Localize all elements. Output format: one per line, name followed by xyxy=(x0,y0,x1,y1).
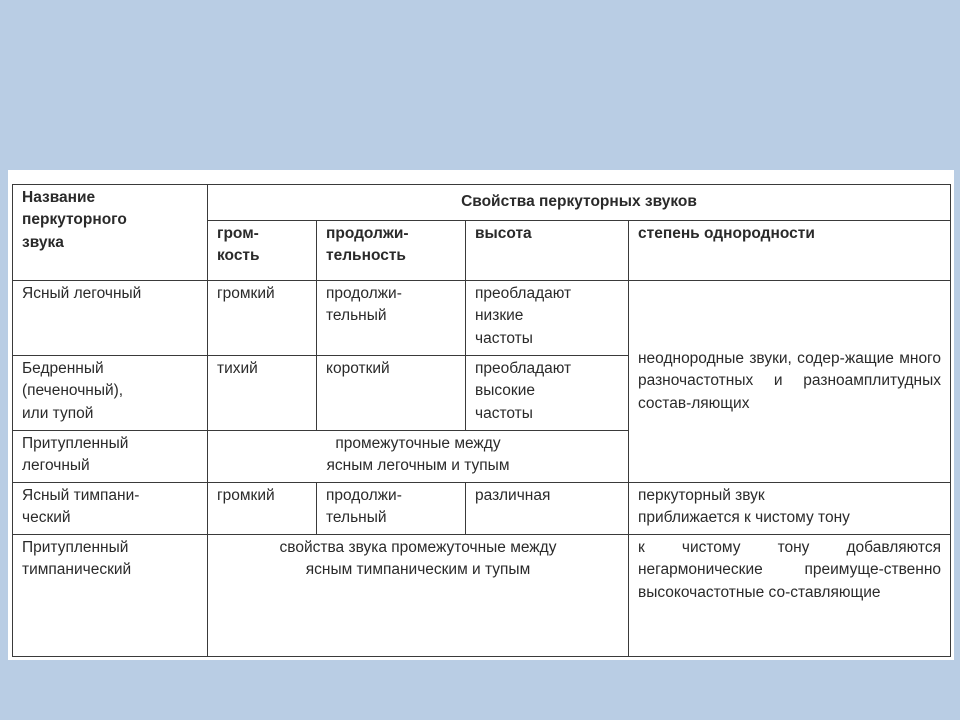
table-row xyxy=(13,535,951,657)
header-duration: продолжи- тельность xyxy=(317,221,466,281)
table-row xyxy=(13,281,951,356)
row-2-pitch: преобладают высокие частоты xyxy=(466,356,629,431)
header-homogeneity: степень однородности xyxy=(629,221,951,281)
row-1-pitch: преобладают низкие частоты xyxy=(466,281,629,356)
header-loudness: гром- кость xyxy=(208,221,317,281)
row-5-merged: свойства звука промежуточные между ясным тимпаническим и тупым xyxy=(208,535,629,657)
row-1-name: Ясный легочный xyxy=(13,281,208,356)
header-pitch: высота xyxy=(466,221,629,281)
row-4-name: Ясный тимпани- ческий xyxy=(13,483,208,535)
row-3-merged: промежуточные между ясным легочным и тупым xyxy=(208,431,629,483)
row-5-homogeneity: к чистому тону добавляются негармонические преимуще-ственно высокочастотные со-ставляющие xyxy=(629,535,951,657)
header-properties: Свойства перкуторных звуков xyxy=(208,185,951,221)
row-1-loudness: громкий xyxy=(208,281,317,356)
shared-homogeneity: неоднородные звуки, содер-жащие много разночастотных и разноамплитудных состав-ляющих xyxy=(629,281,951,483)
row-2-duration: короткий xyxy=(317,356,466,431)
row-4-pitch: различная xyxy=(466,483,629,535)
row-4-homogeneity: перкуторный звук приближается к чистому тону xyxy=(629,483,951,535)
percussion-sounds-table xyxy=(12,184,951,657)
row-5-name: Притупленный тимпанический xyxy=(13,535,208,657)
row-3-name: Притупленный легочный xyxy=(13,431,208,483)
row-1-duration: продолжи- тельный xyxy=(317,281,466,356)
table-sheet xyxy=(8,170,954,660)
row-2-loudness: тихий xyxy=(208,356,317,431)
header-sound-name: Название перкуторного звука xyxy=(13,185,208,281)
row-4-loudness: громкий xyxy=(208,483,317,535)
row-2-name: Бедренный (печеночный), или тупой xyxy=(13,356,208,431)
row-4-duration: продолжи- тельный xyxy=(317,483,466,535)
table-row xyxy=(13,483,951,535)
